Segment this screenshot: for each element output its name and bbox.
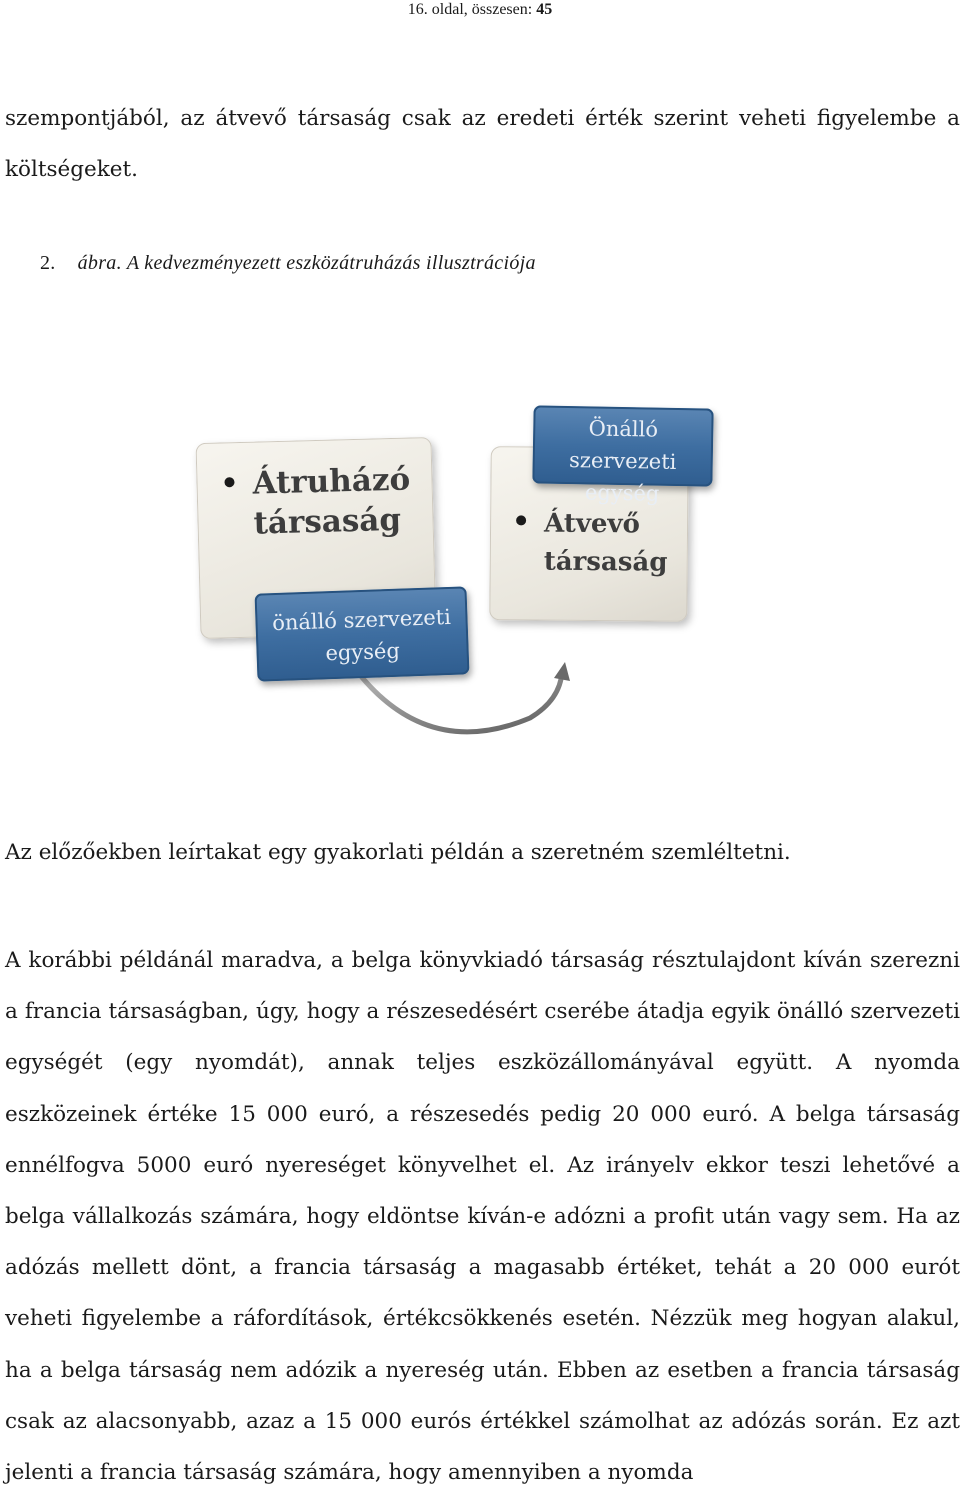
- independent-unit-tag-top: [532, 405, 713, 506]
- recipient-line2: társaság: [543, 546, 668, 578]
- bullet-icon: [224, 477, 234, 487]
- paragraph-example: A korábbi példánál maradva, a belga könyvkiadó társaság résztulajdont kíván szerezni a francia társaságban, úgy, hogy a részesedésért cserébe átadja egyik önálló szervezeti egységét (egy nyomdát), annak teljes eszközállományával együtt. A nyomda eszközeinek értéke 15 000 euró, a részesedés pedig 20 000 euró. A belga társaság ennélfogva 5000 euró nyereséget könyvelhet el. Az irányelv ekkor teszi lehetővé a belga vállalkozás számára, hogy eldöntse kíván-e adózni a profit után vagy sem. Ha az adózás mellett dönt, a francia társaság a magasabb értéket, tehát a 20 000 eurót veheti figyelembe a ráfordítások, értékcsökkenés esetén. Nézzük meg hogyan alakul, ha a belga társaság nem adózik a nyereség után. Ebben az esetben a francia társaság csak az alacsonyabb, azaz a 15 000 eurós értékkel számolhat az adózás során. Ez azt jelenti a francia társaság számára, hogy amennyiben a nyomda: [5, 948, 960, 1486]
- figure-caption: [40, 252, 536, 275]
- top-tag-line1: Önálló szervezeti: [568, 416, 677, 474]
- bullet-icon: [516, 515, 526, 525]
- figure-caption-text: ábra. A kedvezményezett eszközátruházás illusztrációja: [77, 252, 536, 274]
- page-header: [0, 0, 960, 20]
- bottom-tag-line2: egység: [325, 638, 401, 666]
- top-tag-line2: egység: [584, 480, 660, 506]
- figure-number: 2.: [40, 252, 56, 274]
- page-counter-prefix: 16. oldal, összesen:: [407, 1, 537, 18]
- transferor-line2: társaság: [253, 501, 402, 542]
- asset-transfer-diagram: [190, 400, 730, 740]
- transferor-line1: Átruházó: [252, 461, 411, 502]
- page-counter-total: 45: [536, 1, 553, 18]
- recipient-line1: Átvevő: [543, 508, 641, 540]
- bottom-tag-line1: önálló szervezeti: [271, 604, 452, 636]
- paragraph-continuation: szempontjából, az átvevő társaság csak az eredeti érték szerint veheti figyelembe a költségeket.: [5, 106, 960, 182]
- paragraph-intro: Az előzőekben leírtakat egy gyakorlati példán a szeretném szemléltetni.: [5, 840, 791, 865]
- independent-unit-tag-bottom: [255, 586, 470, 681]
